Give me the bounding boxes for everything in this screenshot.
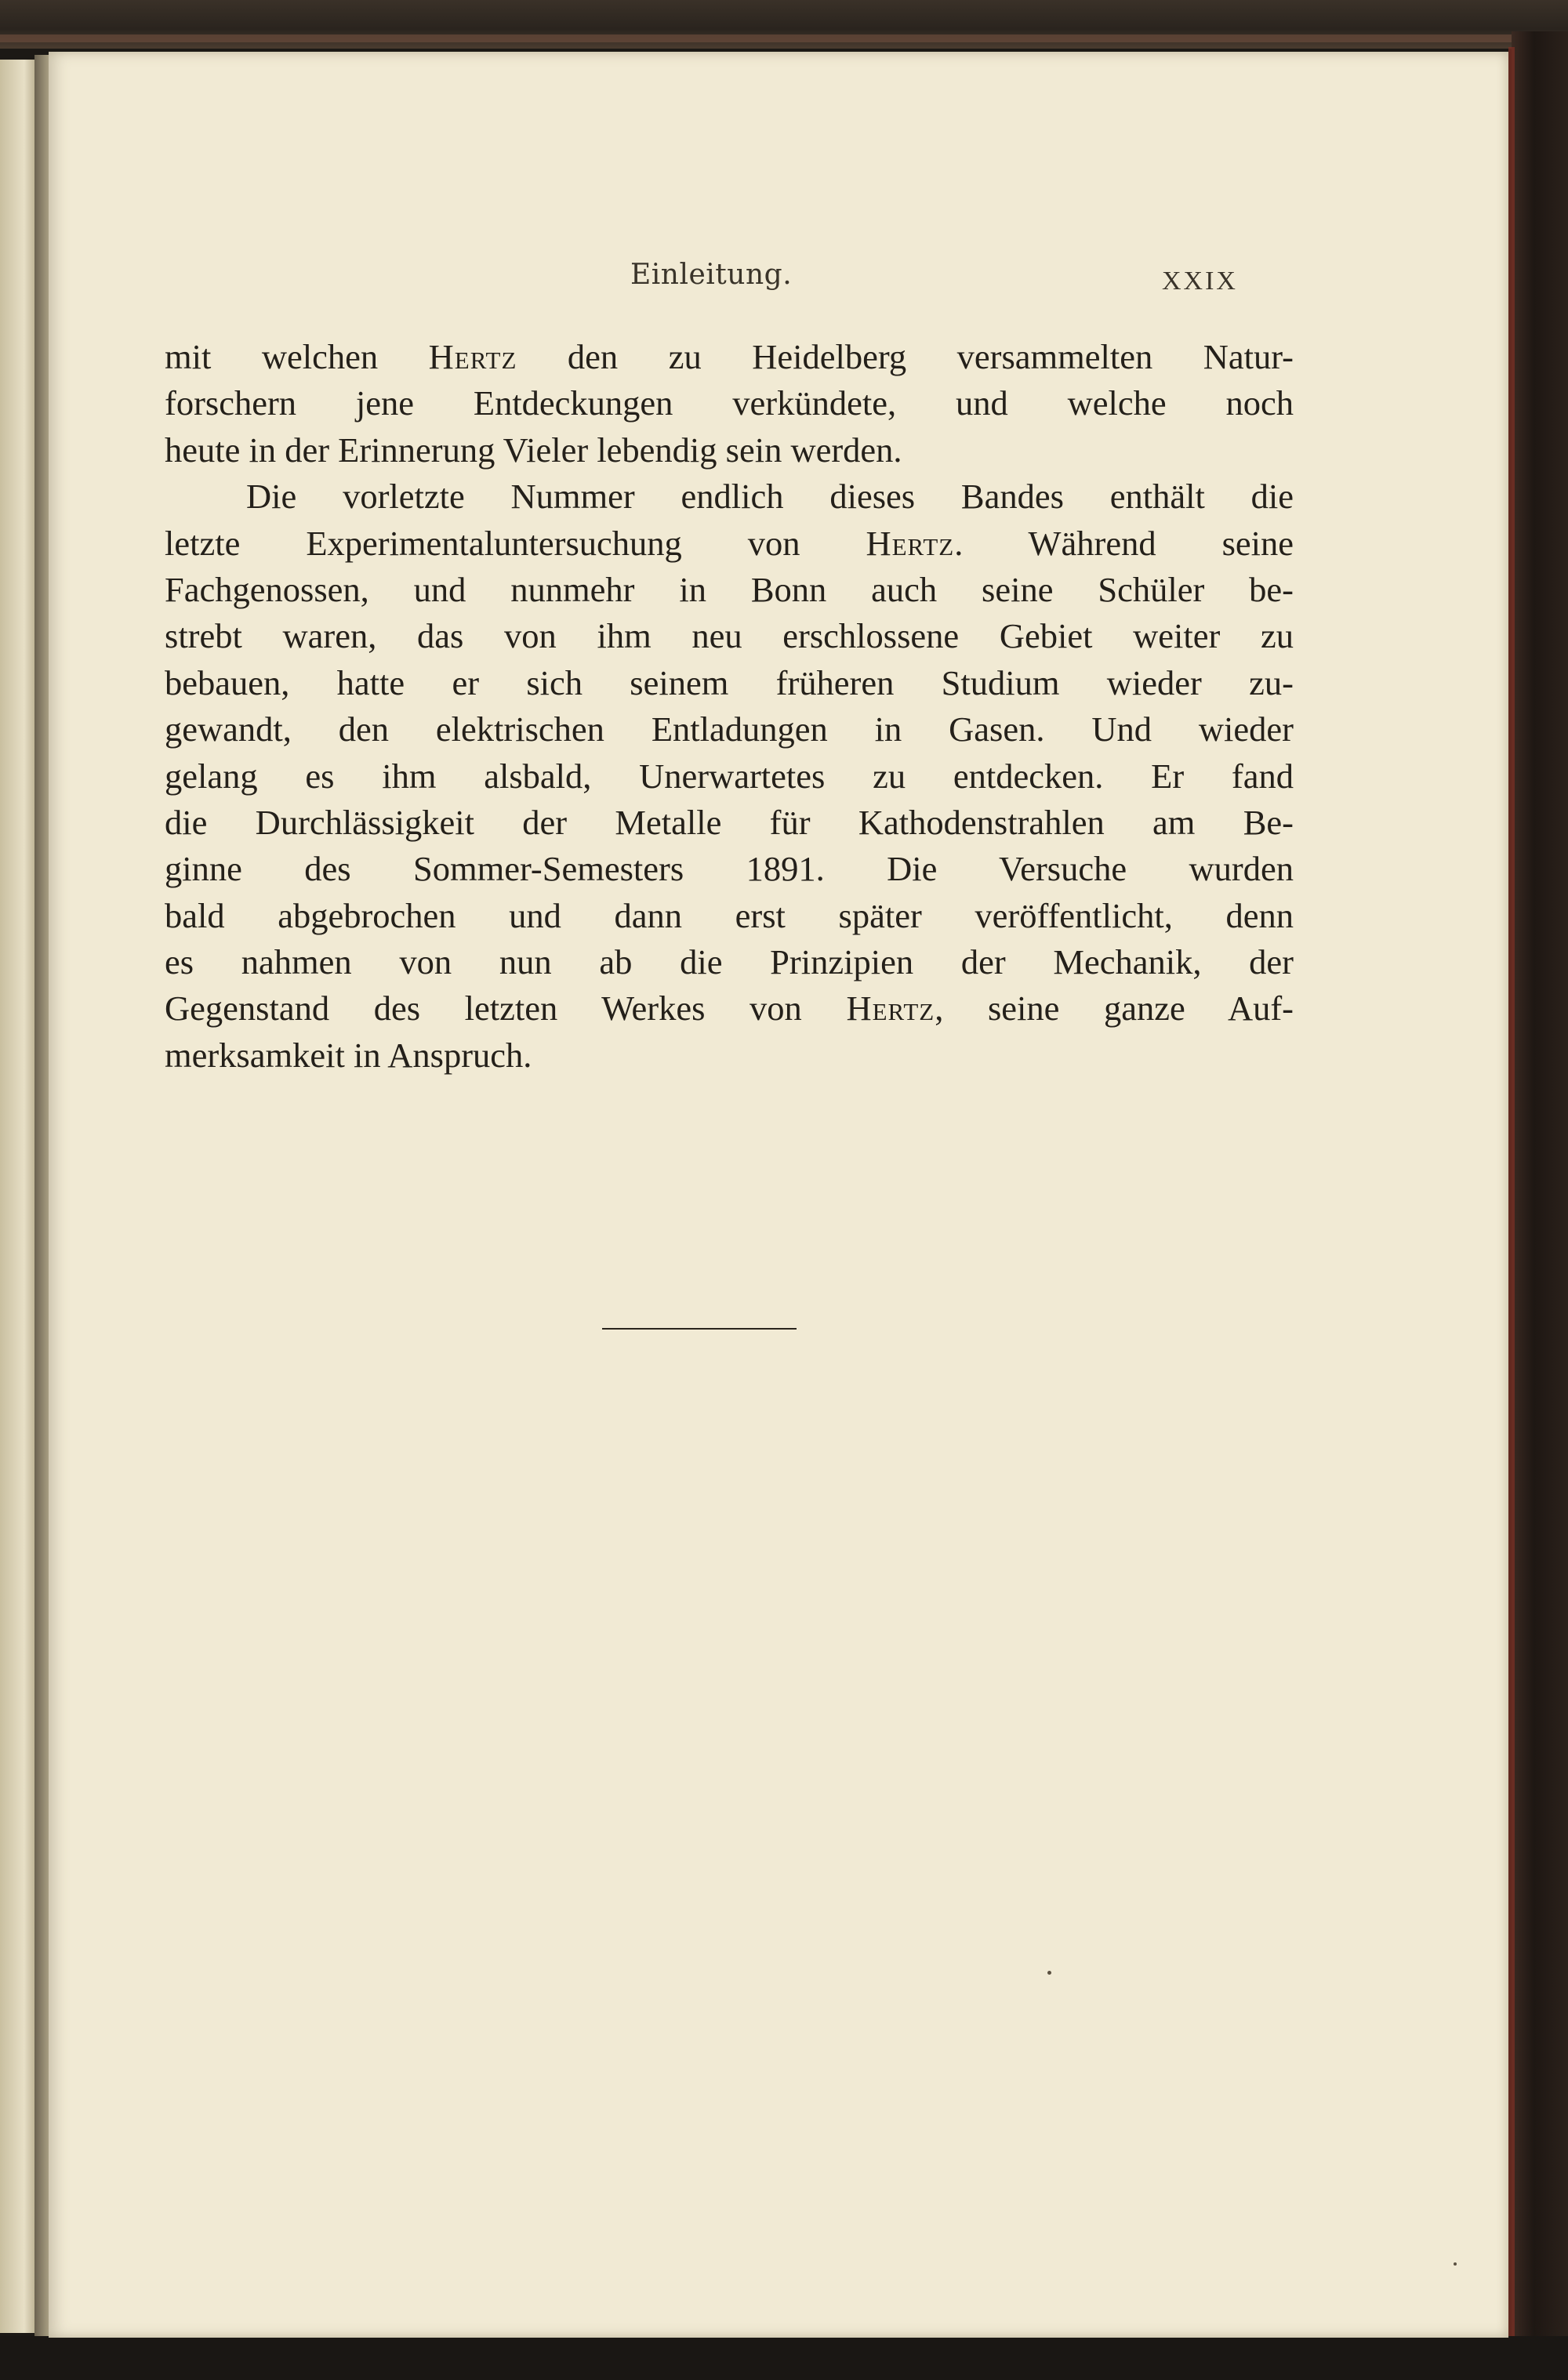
text-segment: strebt waren, das von ihm neu erschlossene Gebiet weiter zu [165, 616, 1294, 656]
text-line [165, 706, 1294, 753]
text-line [165, 521, 1294, 567]
text-segment: bebauen, hatte er sich seinem früheren Studium wieder zu- [165, 662, 1294, 702]
book-cover-edge [0, 34, 1537, 42]
running-head-title: Einleitung. [630, 259, 793, 291]
text-line [165, 800, 1294, 846]
author-name-small-caps: Hertz [866, 523, 955, 563]
text-line [165, 567, 1294, 613]
section-end-rule [602, 1328, 797, 1330]
text-segment: es nahmen von nun ab die Prinzipien der Mechanik, der [165, 942, 1294, 982]
text-line [165, 334, 1294, 380]
text-segment: heute in der Erinnerung Vieler lebendig sein werden. [165, 430, 902, 470]
text-line [165, 846, 1294, 892]
running-head [49, 259, 1508, 306]
text-segment: gelang es ihm alsbald, Unerwartetes zu entdecken. Er fand [165, 756, 1294, 796]
text-segment: die Durchlässigkeit der Metalle für Kathodenstrahlen am Be- [165, 802, 1294, 842]
text-line [165, 660, 1294, 706]
text-segment: letzte Experimentaluntersuchung von [165, 523, 866, 563]
paragraph [165, 334, 1294, 473]
text-line [165, 939, 1294, 985]
text-segment: bald abgebrochen und dann erst später veröffentlicht, denn [165, 895, 1294, 935]
text-segment: , seine ganze Auf- [935, 989, 1294, 1029]
text-segment: Fachgenossen, und nunmehr in Bonn auch seine Schüler be- [165, 569, 1294, 609]
facing-page-edge [0, 60, 34, 2333]
text-line [165, 380, 1294, 426]
text-line [165, 427, 1294, 473]
text-line [165, 893, 1294, 939]
text-segment: Gegenstand des letzten Werkes von [165, 989, 847, 1029]
text-segment: den zu Heidelberg versammelten Natur- [517, 337, 1294, 376]
text-line [165, 613, 1294, 659]
body-text [165, 334, 1294, 1079]
paper-speck [1047, 1971, 1051, 1975]
author-name-small-caps: Hertz [846, 989, 935, 1029]
text-line [165, 1032, 1294, 1079]
text-segment: mit welchen [165, 337, 429, 376]
author-name-small-caps: Hertz [428, 337, 517, 376]
text-line [165, 473, 1294, 520]
book-binding-right [1512, 31, 1568, 2380]
text-segment: merksamkeit in Anspruch. [165, 1035, 532, 1075]
paragraph [165, 473, 1294, 1079]
scan-background-bottom [0, 2336, 1568, 2380]
text-segment: gewandt, den elektrischen Entladungen in Gasen. Und wieder [165, 709, 1294, 749]
page-number: XXIX [1162, 267, 1238, 296]
book-page [49, 52, 1508, 2338]
text-segment: ginne des Sommer-Semesters 1891. Die Versuche wurden [165, 849, 1294, 889]
text-segment: . Während seine [954, 523, 1294, 563]
text-segment: Die vorletzte Nummer endlich dieses Bandes enthält die [246, 477, 1294, 517]
book-gutter [34, 55, 49, 2336]
paper-speck [1454, 2262, 1457, 2266]
page-edge-red [1508, 47, 1515, 2367]
text-line [165, 753, 1294, 800]
text-line [165, 985, 1294, 1032]
text-segment: forschern jene Entdeckungen verkündete, und welche noch [165, 383, 1294, 423]
